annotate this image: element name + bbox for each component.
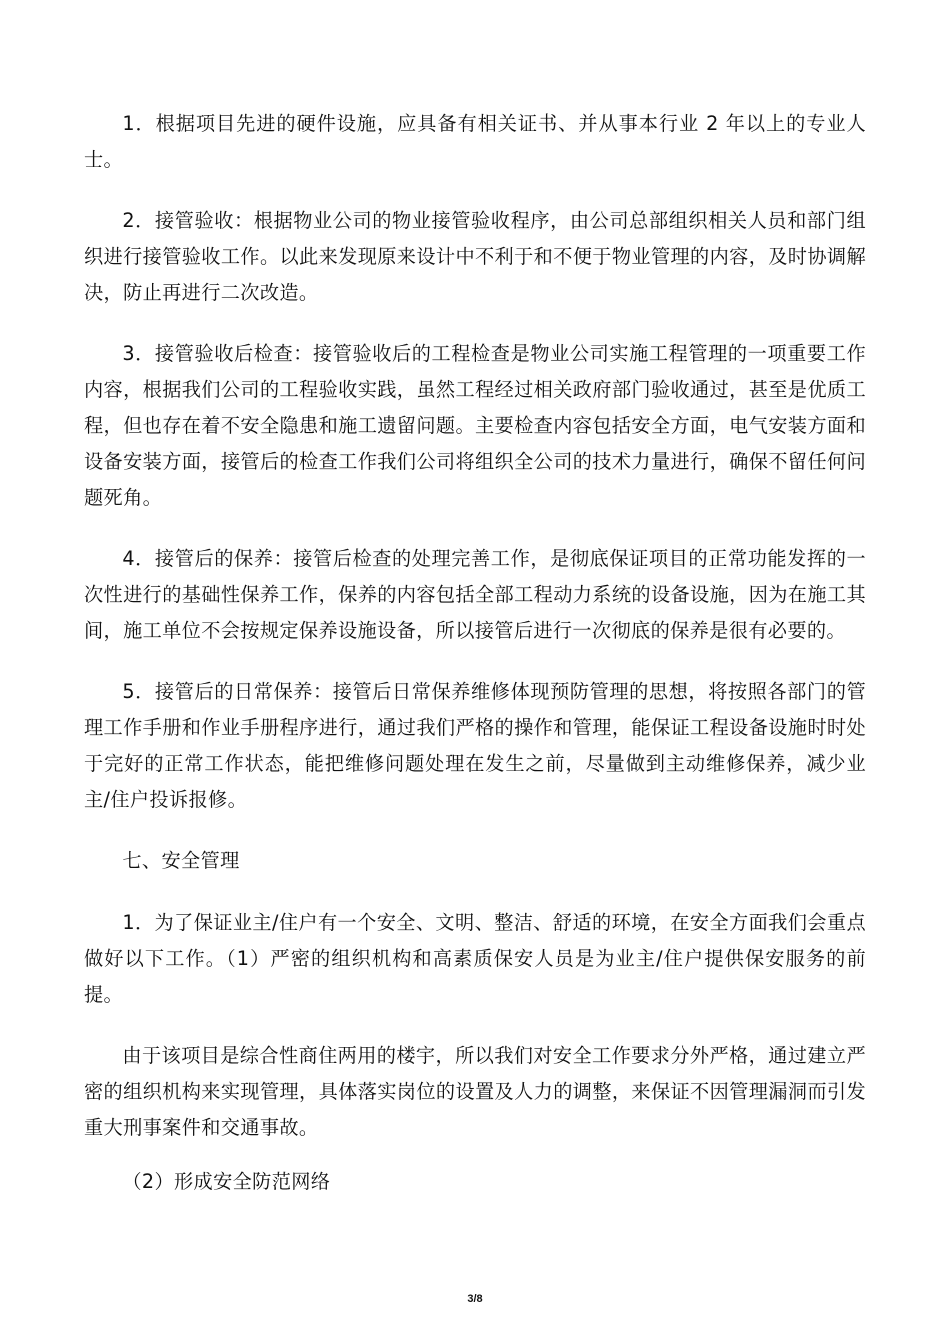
paragraph-staff-qualification: 1．根据项目先进的硬件设施，应具备有相关证书、并从事本行业 2 年以上的专业人士。 bbox=[84, 112, 866, 171]
page-number: 3/8 bbox=[467, 1293, 483, 1305]
paragraph-post-acceptance-inspection: 3．接管验收后检查：接管验收后的工程检查是物业公司实施工程管理的一项重要工作内容，根据我们公司的工程验收实践，虽然工程经过相关政府部门验收通过，甚至是优质工程，但也存在着不安全隐患和施工遗留问题。主要检查内容包括安全方面，电气安装方面和设备安装方面，接管后的检查工作我们公司将组织全公司的技术力量进行，确保不留任何问题死角。 bbox=[84, 342, 866, 509]
paragraph-takeover-maintenance: 4．接管后的保养：接管后检查的处理完善工作，是彻底保证项目的正常功能发挥的一次性进行的基础性保养工作，保养的内容包括全部工程动力系统的设备设施，因为在施工其间，施工单位不会按规定保养设施设备，所以接管后进行一次彻底的保养是很有必要的。 bbox=[84, 547, 866, 642]
paragraph-daily-maintenance: 5．接管后的日常保养：接管后日常保养维修体现预防管理的思想，将按照各部门的管理工作手册和作业手册程序进行，通过我们严格的操作和管理，能保证工程设备设施时时处于完好的正常工作状态，能把维修问题处理在发生之前，尽量做到主动维修保养，减少业主/住户投诉报修。 bbox=[84, 680, 866, 811]
paragraph-takeover-acceptance: 2．接管验收：根据物业公司的物业接管验收程序，由公司总部组织相关人员和部门组织进行接管验收工作。以此来发现原来设计中不利于和不便于物业管理的内容，及时协调解决，防止再进行二次改造。 bbox=[84, 209, 866, 304]
paragraph-security-network: （2）形成安全防范网络 bbox=[122, 1170, 331, 1193]
paragraph-security-organization: 由于该项目是综合性商住两用的楼宇，所以我们对安全工作要求分外严格，通过建立严密的组织机构来实现管理，具体落实岗位的设置及人力的调整，来保证不因管理漏洞而引发重大刑事案件和交通事故。 bbox=[84, 1044, 866, 1139]
section-heading-security-management: 七、安全管理 bbox=[122, 849, 240, 872]
paragraph-security-work: 1．为了保证业主/住户有一个安全、文明、整洁、舒适的环境，在安全方面我们会重点做好以下工作。（1）严密的组织机构和高素质保安人员是为业主/住户提供保安服务的前提。 bbox=[84, 911, 866, 1006]
document-body bbox=[84, 106, 866, 1225]
